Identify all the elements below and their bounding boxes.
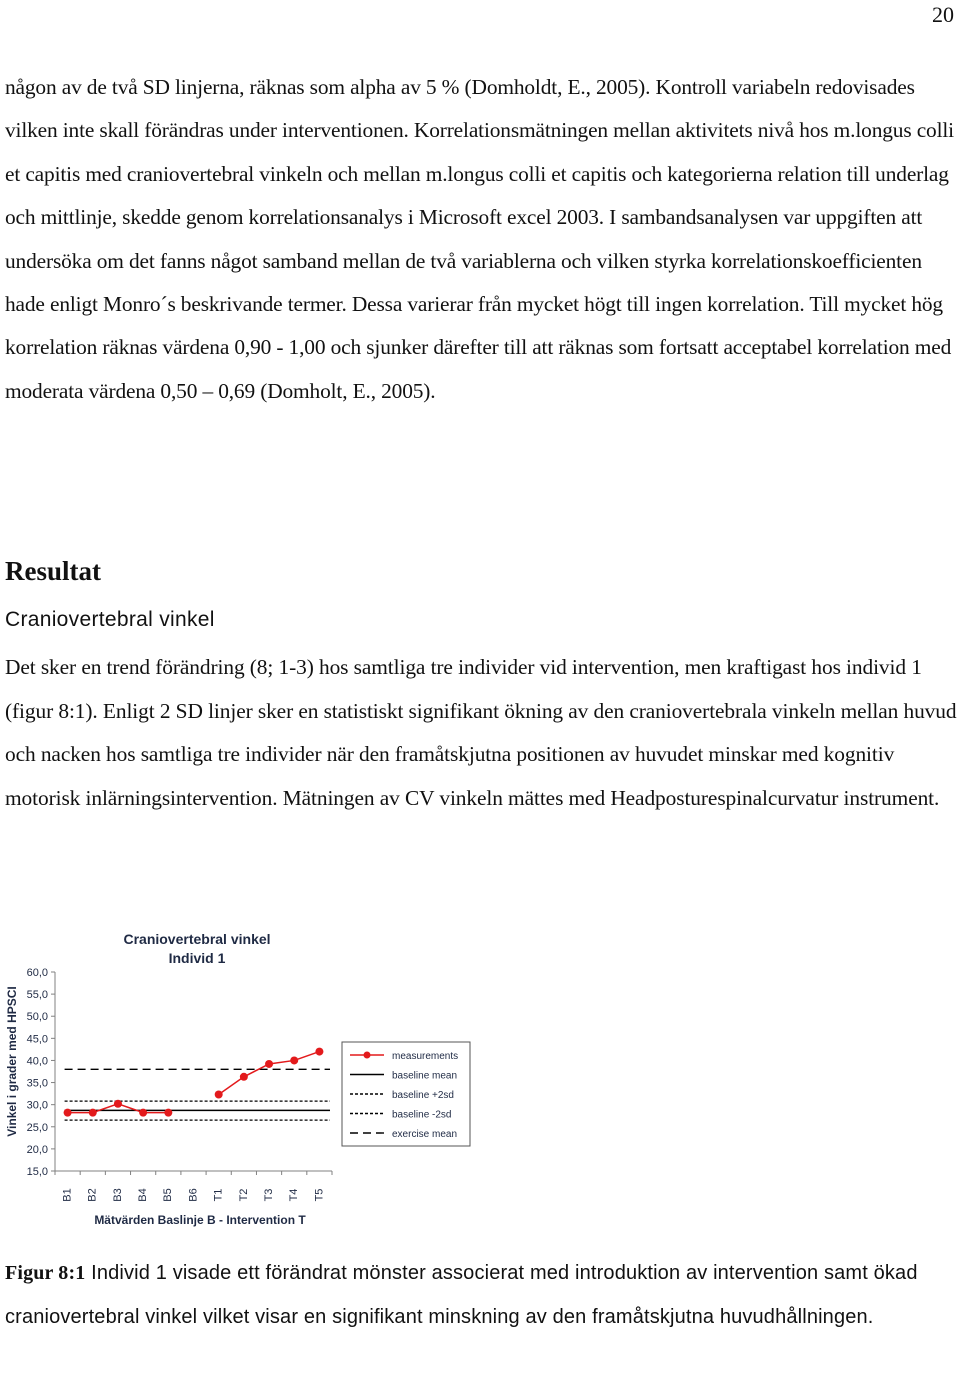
cv-angle-chart — [0, 922, 480, 1232]
measurement-point — [164, 1109, 172, 1117]
legend-entry: baseline mean — [392, 1070, 458, 1082]
y-tick-label: 60,0 — [26, 967, 48, 979]
x-tick-label: B3 — [111, 1188, 124, 1202]
result-paragraph: Det sker en trend förändring (8; 1-3) hos samtliga tre individer vid intervention, men kraftigast hos individ 1 (figur 8:1). Enligt 2 SD linjer sker en statistiskt signifikant ökning av den craniovertebrala vinkeln mellan huvud och nacken hos samtliga tre individer när den framåtskjutna positionen av huvudet minskar med kognitiv motorisk inlärningsintervention. Mätningen av CV vinkeln mättes med Headposturespinalcurvatur instrument. — [5, 655, 957, 810]
measurement-point — [139, 1109, 147, 1117]
subsection-heading: Craniovertebral vinkel — [5, 608, 215, 631]
figure-caption-label: Figur 8:1 — [5, 1262, 86, 1284]
x-axis-label: Mätvärden Baslinje B - Intervention T — [94, 1213, 306, 1227]
y-tick-label: 15,0 — [26, 1166, 48, 1178]
figure-caption-text: Individ 1 visade ett förändrat mönster associerat med introduktion av intervention samt ökad craniovertebral vinkel vilket visar en signifikant minskning av den framåtskjutna huvudhållningen. — [5, 1262, 918, 1328]
measurement-point — [215, 1090, 223, 1098]
x-tick-label: B6 — [187, 1188, 200, 1202]
figure-caption — [5, 1252, 957, 1339]
x-tick-label: B4 — [137, 1188, 150, 1202]
legend-entry: measurements — [392, 1051, 459, 1062]
y-tick-label: 55,0 — [26, 989, 48, 1002]
x-tick-label: T5 — [313, 1188, 326, 1202]
y-tick-label: 30,0 — [26, 1099, 48, 1112]
legend-swatch-marker — [364, 1052, 371, 1059]
y-axis-label: Vinkel i grader med HPSCI — [5, 986, 19, 1137]
chart-subtitle: Individ 1 — [168, 950, 226, 966]
x-tick-label: B1 — [61, 1188, 74, 1202]
x-tick-label: B2 — [86, 1188, 99, 1202]
measurement-point — [64, 1109, 72, 1117]
y-tick-label: 45,0 — [26, 1033, 48, 1046]
measurements-line — [219, 1052, 320, 1095]
y-tick-label: 25,0 — [26, 1121, 48, 1134]
legend-entry: baseline -2sd — [392, 1109, 452, 1121]
page-number: 20 — [932, 2, 954, 27]
x-tick-label: T3 — [262, 1188, 275, 1202]
y-tick-label: 20,0 — [26, 1143, 48, 1156]
section-heading: Resultat — [5, 556, 101, 586]
legend-entry: baseline +2sd — [392, 1090, 454, 1101]
measurement-point — [114, 1100, 122, 1108]
measurement-point — [290, 1056, 298, 1064]
measurement-point — [265, 1060, 273, 1068]
x-tick-label: B5 — [162, 1188, 175, 1202]
y-tick-label: 40,0 — [26, 1055, 48, 1068]
y-tick-label: 35,0 — [26, 1077, 48, 1090]
x-tick-label: T2 — [237, 1188, 250, 1202]
measurement-point — [89, 1109, 97, 1117]
x-tick-label: T1 — [212, 1188, 225, 1202]
x-tick-label: T4 — [288, 1188, 301, 1202]
legend-entry: exercise mean — [392, 1129, 458, 1140]
measurement-point — [315, 1048, 323, 1056]
intro-paragraph: någon av de två SD linjerna, räknas som alpha av 5 % (Domholdt, E., 2005). Kontroll variabeln redovisades vilken inte skall förändras under interventionen. Korrelationsmätningen mellan aktivitets nivå hos m.longus colli et capitis med craniovertebral vinkeln och mellan m.longus colli et capitis och kategorierna relation till underlag och mittlinje, skedde genom korrelationsanalys i Microsoft excel 2003. I sambandsanalysen var uppgiften att undersöka om det fanns något samband mellan de två variablerna och vilken styrka korrelationskoefficienten hade enligt Monro´s beskrivande termer. Dessa varierar från mycket högt till ingen korrelation. Till mycket hög korrelation räknas värdena 0,90 - 1,00 och sjunker därefter till att räknas som fortsatt acceptabel korrelation med moderata värdena 0,50 – 0,69 (Domholt, E., 2005). — [5, 75, 954, 403]
chart-title: Craniovertebral vinkel — [123, 931, 271, 947]
measurement-point — [240, 1073, 248, 1081]
y-tick-label: 50,0 — [26, 1011, 48, 1024]
